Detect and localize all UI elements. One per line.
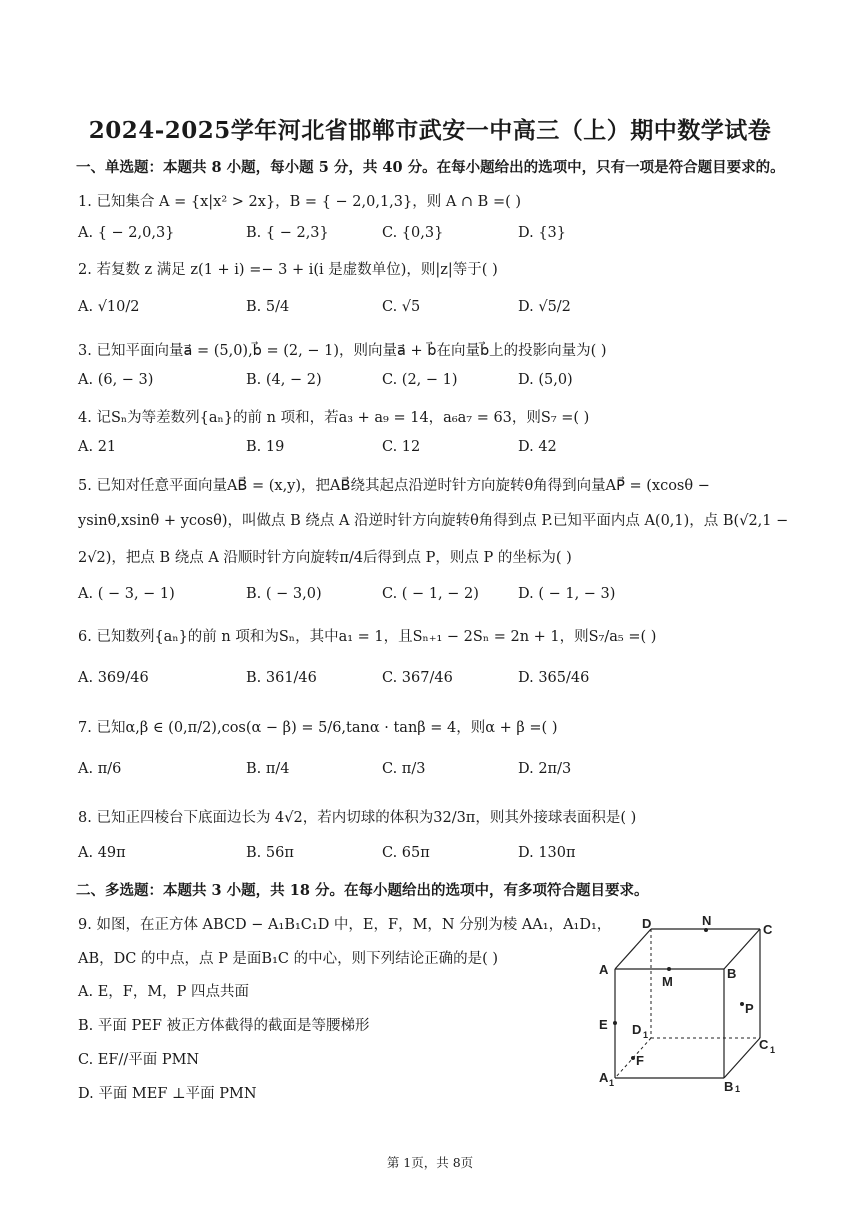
- point-p: [740, 1002, 744, 1006]
- q6-option-b: B. 361/46: [246, 670, 317, 686]
- question-5-stem-line-2: ysinθ,xsinθ + ycosθ)，叫做点 B 绕点 A 沿逆时针方向旋转θ角得到点 P.已知平面内点 A(0,1)，点 B(√2,1 −: [78, 513, 789, 529]
- q9-option-c: C. EF//平面 PMN: [78, 1052, 200, 1068]
- q9-option-b: B. 平面 PEF 被正方体截得的截面是等腰梯形: [78, 1018, 370, 1034]
- q4-option-a: A. 21: [78, 439, 117, 455]
- edge-da: [615, 929, 651, 969]
- question-8-stem: 8. 已知正四棱台下底面边长为 4√2，若内切球的体积为32/3π，则其外接球表面积是( ): [78, 810, 637, 826]
- label-a: A: [599, 962, 609, 977]
- q7-option-b: B. π/4: [246, 761, 290, 777]
- q5-option-d: D. ( − 1, − 3): [518, 586, 616, 602]
- point-e: [613, 1021, 617, 1025]
- edge-cb: [724, 929, 760, 969]
- section-heading-multi-choice: 二、多选题：本题共 3 小题，共 18 分。在每小题给出的选项中，有多项符合题目要求。: [76, 882, 649, 899]
- q3-option-a: A. (6, − 3): [78, 372, 154, 388]
- q4-option-b: B. 19: [246, 439, 285, 455]
- q8-option-d: D. 130π: [518, 845, 576, 861]
- question-2-stem: 2. 若复数 z 满足 z(1 + i) =− 3 + i(i 是虚数单位)，则|z|等于( ): [78, 262, 498, 278]
- label-f: F: [636, 1053, 644, 1068]
- question-5-stem-line-3: 2√2)，把点 B 绕点 A 沿顺时针方向旋转π/4后得到点 P，则点 P 的坐标为( ): [78, 550, 572, 566]
- label-b: B: [727, 966, 737, 981]
- svg-text:1: 1: [643, 1030, 649, 1040]
- page-title: 2024-2025学年河北省邯郸市武安一中高三（上）期中数学试卷: [88, 117, 772, 144]
- question-1-stem: 1. 已知集合 A = {x|x² > 2x}，B = { − 2,0,1,3}，则 A ∩ B =( ): [78, 194, 522, 210]
- section-heading-single-choice: 一、单选题：本题共 8 小题，每小题 5 分，共 40 分。在每小题给出的选项中，只有一项是符合题目要求的。: [76, 159, 785, 176]
- svg-text:1: 1: [609, 1078, 615, 1088]
- q1-option-a: A. { − 2,0,3}: [78, 225, 175, 241]
- q7-option-a: A. π/6: [78, 761, 122, 777]
- q4-option-d: D. 42: [518, 439, 557, 455]
- q1-option-c: C. {0,3}: [382, 225, 444, 241]
- label-b1: B: [724, 1079, 734, 1092]
- q6-option-d: D. 365/46: [518, 670, 590, 686]
- label-n: N: [702, 913, 712, 928]
- q3-option-b: B. (4, − 2): [246, 372, 322, 388]
- question-4-stem: 4. 记Sₙ为等差数列{aₙ}的前 n 项和，若a₃ + a₉ = 14，a₆a₇ = 63，则S₇ =( ): [78, 410, 590, 426]
- q2-option-a: A. √10/2: [78, 299, 140, 315]
- question-6-stem: 6. 已知数列{aₙ}的前 n 项和为Sₙ，其中a₁ = 1，且Sₙ₊₁ − 2Sₙ = 2n + 1，则S₇/a₅ =( ): [78, 629, 657, 645]
- q1-option-b: B. { − 2,3}: [246, 225, 329, 241]
- edge-b1c1: [724, 1038, 760, 1078]
- svg-text:1: 1: [770, 1045, 776, 1055]
- svg-text:1: 1: [735, 1084, 741, 1092]
- label-a1: A: [599, 1070, 609, 1085]
- q8-option-b: B. 56π: [246, 845, 294, 861]
- question-9-stem-line-1: 9. 如图，在正方体 ABCD − A₁B₁C₁D 中，E，F，M，N 分别为棱 AA₁，A₁D₁，: [78, 917, 612, 933]
- label-d1: D: [632, 1022, 642, 1037]
- q2-option-c: C. √5: [382, 299, 421, 315]
- q4-option-c: C. 12: [382, 439, 421, 455]
- q7-option-d: D. 2π/3: [518, 761, 572, 777]
- page-footer: 第 1页，共 8页: [386, 1155, 474, 1170]
- q6-option-a: A. 369/46: [78, 670, 149, 686]
- q6-option-c: C. 367/46: [382, 670, 453, 686]
- question-7-stem: 7. 已知α,β ∈ (0,π/2),cos(α − β) = 5/6,tanα · tanβ = 4，则α + β =( ): [78, 720, 558, 736]
- label-p: P: [745, 1001, 754, 1016]
- label-m: M: [662, 974, 673, 989]
- label-c: C: [763, 922, 773, 937]
- label-d: D: [642, 916, 652, 931]
- q1-option-d: D. {3}: [518, 225, 567, 241]
- q8-option-a: A. 49π: [78, 845, 126, 861]
- q5-option-c: C. ( − 1, − 2): [382, 586, 479, 602]
- q5-option-a: A. ( − 3, − 1): [78, 586, 175, 602]
- question-5-stem-line-1: 5. 已知对任意平面向量AB⃗ = (x,y)，把AB⃗绕其起点沿逆时针方向旋转θ角得到向量AP⃗ = (xcosθ −: [78, 478, 710, 494]
- q3-option-c: C. (2, − 1): [382, 372, 458, 388]
- q8-option-c: C. 65π: [382, 845, 430, 861]
- label-e: E: [599, 1017, 608, 1032]
- question-9-stem-line-2: AB，DC 的中点，点 P 是面B₁C 的中心，则下列结论正确的是( ): [78, 951, 499, 967]
- q7-option-c: C. π/3: [382, 761, 426, 777]
- q9-option-a: A. E，F，M，P 四点共面: [78, 984, 250, 1000]
- cube-figure: [592, 912, 792, 1092]
- point-m: [667, 967, 671, 971]
- q5-option-b: B. ( − 3,0): [246, 586, 322, 602]
- point-n: [704, 928, 708, 932]
- q9-option-d: D. 平面 MEF ⊥平面 PMN: [78, 1086, 257, 1102]
- point-f: [631, 1056, 635, 1060]
- question-3-stem: 3. 已知平面向量a⃗ = (5,0),b⃗ = (2, − 1)，则向量a⃗ + b⃗在向量b⃗上的投影向量为( ): [78, 343, 607, 359]
- q2-option-d: D. √5/2: [518, 299, 571, 315]
- q3-option-d: D. (5,0): [518, 372, 573, 388]
- label-c1: C: [759, 1037, 769, 1052]
- q2-option-b: B. 5/4: [246, 299, 290, 315]
